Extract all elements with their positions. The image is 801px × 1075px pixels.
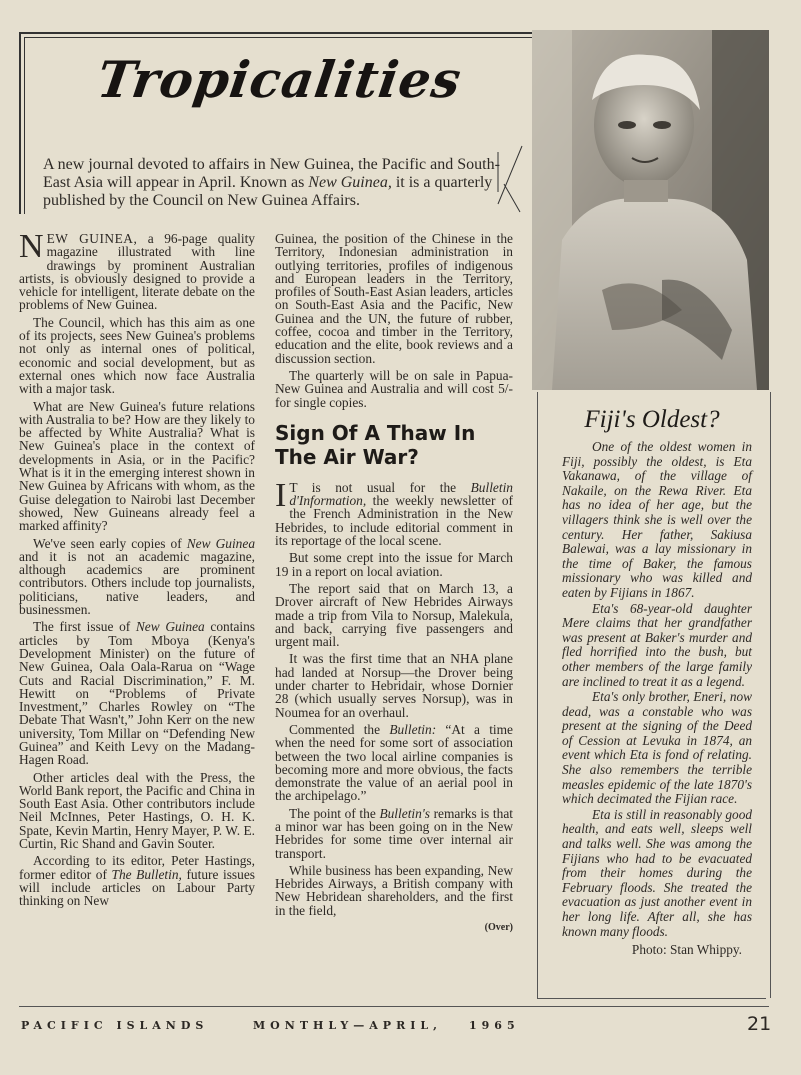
journal-title: New Guinea [135,619,205,635]
article-paragraph: But some crept into the issue for March 19 in a report on local aviation. [275,550,513,579]
standfirst-journal-title: New Guinea, [308,174,392,191]
article-new-guinea-column-1 [19,228,256,912]
sidebar-paragraph: Eta is still in reasonably good health, and eats well, sleeps well and talks well. She was among the Fijians who had to be evacuated from their homes during the February floods. She treated the evacuation as just another event in her long life. After all, she has known many floods. [562,806,752,939]
article-paragraph: The report said that on March 13, a Drover aircraft of New Hebrides Airways made a trip from Vila to Norsup, Malekula, and back, carrying five passengers and urgent mail. [275,580,513,650]
journal-title: The Bulletin, [111,866,182,882]
paragraph-text: Commented the [289,721,390,737]
sidebar-body [538,440,766,958]
paragraph-text: remarks is that a minor war has been going on in the New Hebrides for some time over internal air transport. [275,805,513,861]
journal-title: Bulletin d'Information, [289,479,513,509]
article-paragraph: Other articles deal with the Press, the World Bank report, the Pacific and China in South East Asia. Other contributors include Neil McInnes, Peter Hastings, O. H. K. Spate, Kevin Martin, Henry Mayer, P. W. E. Curtin, Ric Shand and Gavin Souter. [19,769,255,852]
paragraph-text: and it is not an academic magazine, although academics are prominent contributors. Others include top journalists, politicians, native leaders, and businessmen. [19,548,255,618]
paragraph-text: We've seen early copies of [33,535,187,551]
standfirst-text: A new journal devoted to affairs in New Guinea, the Pacific and South-East Asia will appear in April. Known as [43,156,500,191]
fiji-oldest-sidebar [537,392,766,999]
drop-cap: N [19,228,44,265]
standfirst [43,156,513,210]
journal-title: Bulletin: [389,721,437,737]
sidebar-paragraph: Eta's only brother, Eneri, now dead, was a constable who was present at the signing of the Deed of Cession at Levuka in 1874, an event which Eta is fond of relating. She also remembers the terrible measles epidemic of the late 1870's which decimated the Fijian race. [562,689,752,807]
portrait-photo [532,30,769,390]
article-paragraph [275,476,513,549]
paragraph-text: the weekly newsletter of the French Administration in the New Hebrides, to include editorial comment in its reportage of the local scene. [275,493,513,549]
editorial-slash-mark [496,144,526,214]
article-column-2 [275,232,513,938]
sidebar-rule [770,392,771,998]
paragraph-text: contains articles by Tom Mboya (Kenya's Development Minister) on the future of New Guinea, Oala Oala-Rarua on “Wage Cuts and Racial Discrimination,” F. M. Hewitt on “Problems of Private Investment,” Charles Rowley on “The Debate That Wasn't,” John Kerr on the new university, Tom Millar on “Defending New Guinea” and Keith Levy on the Madang-Hagen Road. [19,619,256,768]
article-paragraph: It was the first time that an NHA plane had landed at Norsup—the Drover being under charter to Hebridair, whose Dornier 28 (which usually serves Norsup), was in Noumea for an overhaul. [275,651,513,720]
article-paragraph: The Council, which has this aim as one of its projects, sees New Guinea's problems not only as internal ones of political, economic and social development, but as external ones which now face Australia with a major task. [19,314,255,397]
article-paragraph: While business has been expanding, New Hebrides Airways, a British company with New Hebridean shareholders, and the first in the field, [275,862,513,918]
footer-publication: PACIFIC ISLANDS [21,1019,209,1032]
article-paragraph [275,807,513,860]
masthead-title: Tropicalities [93,50,466,109]
footer-rule [19,1006,769,1007]
paragraph-text: The first issue of [33,619,136,635]
lead-caps: EW GUINEA, [46,231,138,246]
paragraph-text: a 96-page quality magazine illustrated with line drawings by prominent Australian artists, is obviously designed to provide a vehicle for intelligent, literate debate on the problems of New Guinea. [19,231,255,313]
article-paragraph [19,854,255,907]
photo-credit: Photo: Stan Whippy. [631,942,742,958]
footer-year: 1965 [469,1019,520,1032]
paragraph-text: The point of the [289,805,380,821]
sidebar-paragraph: Eta's 68-year-old daughter Mere claims that her grandfather was present at Baker's murder and fled horrified into the bush, but other members of the large family are inclined to treat it as a legend. [562,600,752,689]
sidebar-paragraph: One of the oldest women in Fiji, possibly the oldest, is Eta Vakanawa, of the village of Nakaile, on the Rewa River. Eta has no idea of her age, but the villagers think she is well over the century. Her father, Sakiusa Balewai, was a lay missionary in the time of Baker, the famous missionary who was killed and eaten by Fijians in 1867. [562,439,752,600]
page-number: 21 [747,1013,772,1035]
continued-over-label: (Over) [484,922,513,934]
article-paragraph [19,537,255,617]
paragraph-text: future issues will include articles on Labour Party thinking on New [19,866,255,909]
portrait-photo-image [532,30,769,390]
article-paragraph [275,723,513,803]
journal-title: New Guinea [186,535,256,551]
article-paragraph: The quarterly will be on sale in Papua-New Guinea and Australia and will cost 5/- for single copies. [275,367,513,410]
drop-cap: I [275,476,287,514]
footer-issue: MONTHLY—APRIL, [253,1019,442,1032]
journal-title: Bulletin's [379,805,430,821]
article-paragraph: What are New Guinea's future relations with Australia to be? How are they likely to be affected by White Australia? What is New Guinea's place in the context of developments in Asia, or in the Pacific? What is it in the emerging interest shown in New Guinea by Africans with whom, as the Guise delegation to Nairobi last December showed, New Guineans already feel a marked affinity? [19,398,255,534]
sidebar-title: Fiji's Oldest? [584,406,720,433]
paragraph-text: “At a time when the need for some sort of association between the two local airline companies is becoming more and more obvious, the facts demonstrate the value of an aerial pool in the archipelago.” [275,721,513,804]
air-war-headline: Sign Of A Thaw In The Air War? [275,420,476,469]
article-paragraph [19,620,255,766]
paragraph-text: According to its editor, Peter Hastings, former editor of [19,853,255,882]
article-paragraph: Guinea, the position of the Chinese in the Territory, Indonesian administration in outlying territories, profiles of indigenous and European leaders in the Territory, profiles of South-East Asian leaders, articles on South-East Asia and the Pacific, New Guinea and the UN, the future of rubber, coffee, cocoa and timber in the Territory, education and the elite, book reviews and a discussion section. [275,231,513,366]
paragraph-text: T is not usual for the [289,479,471,495]
article-paragraph [19,228,255,313]
standfirst-text-end: it is a quarterly published by the Council on New Guinea Affairs. [43,174,493,209]
